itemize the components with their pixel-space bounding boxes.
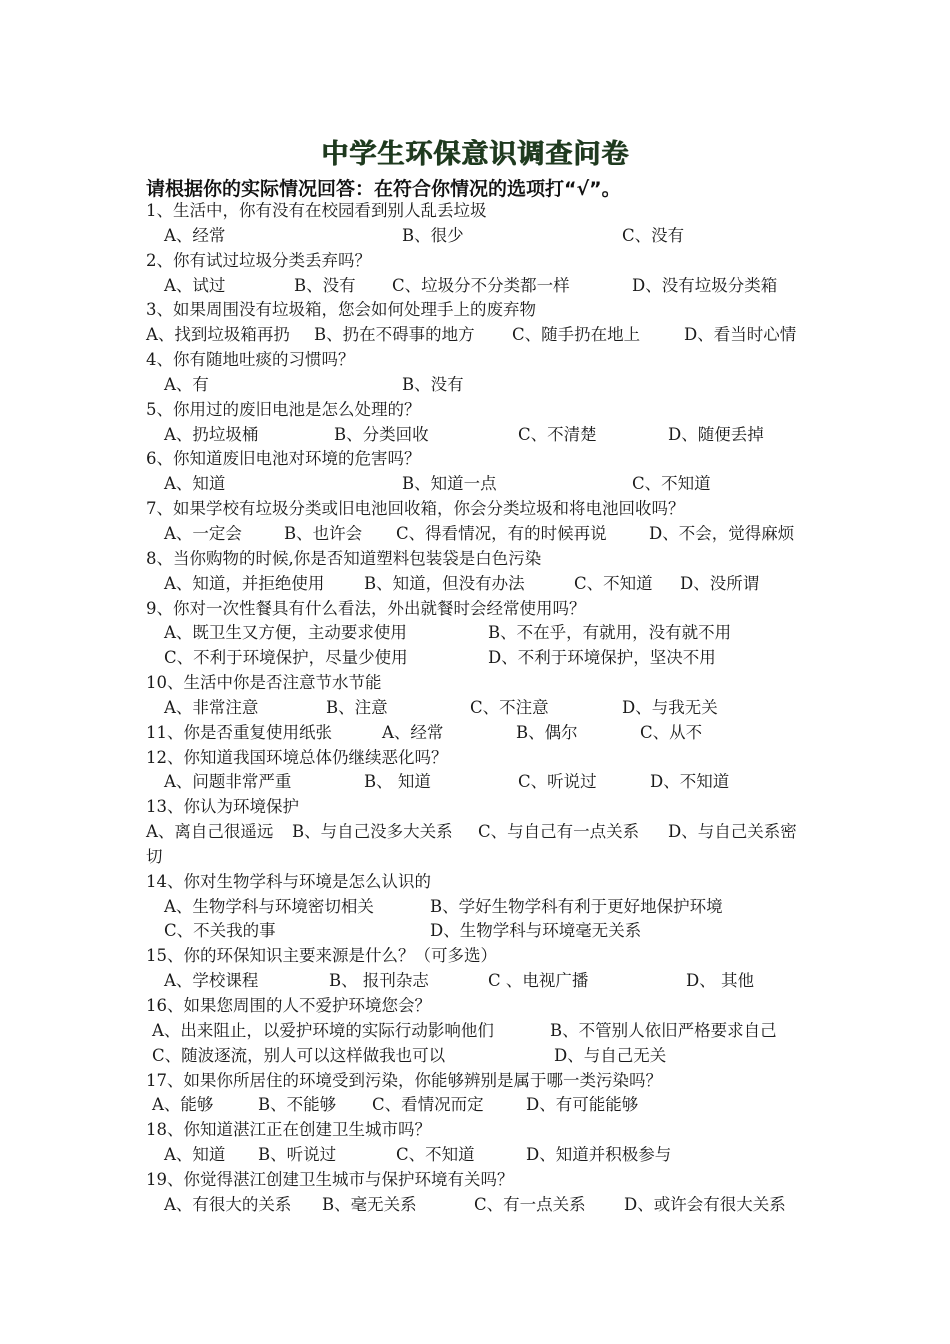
options-row [146,895,826,920]
question-line [146,199,826,224]
answer-option: B、也许会 [284,523,363,543]
answer-option: A、知道，并拒绝使用 [164,573,325,593]
wrapped-option-text: 切 [146,846,163,866]
answer-option: D、或许会有很大关系 [624,1194,786,1214]
question-line [146,870,826,895]
question-line [146,1168,826,1193]
answer-option: A、出来阻止，以爱护环境的实际行动影响他们 [152,1020,494,1040]
answer-option: D、与我无关 [622,697,718,717]
answer-option: A、试过 [164,275,226,295]
page-title: 中学生环保意识调查问卷 [321,139,629,170]
answer-option: B、不在乎，有就用，没有就不用 [488,623,732,643]
answer-option: D、不知道 [650,772,730,792]
question-text: 9、你对一次性餐具有什么看法，外出就餐时会经常使用吗？ [146,598,586,618]
answer-option: A、学校课程 [164,971,259,991]
options-row [146,646,826,671]
question-text: 12、你知道我国环境总体仍继续恶化吗？ [146,747,448,767]
answer-option: B、没有 [294,275,356,295]
options-row [146,572,826,597]
answer-option: C、不知道 [396,1145,475,1165]
options-row [146,323,826,348]
answer-option: A、经常 [164,225,226,245]
answer-option: B、学好生物学科有利于更好地保护环境 [430,896,723,916]
question-text: 17、如果你所居住的环境受到污染，你能够辨别是属于哪一类污染吗？ [146,1070,662,1090]
question-text: 8、当你购物的时候,你是否知道塑料包装袋是白色污染 [146,548,542,568]
answer-option: B、 报刊杂志 [329,971,429,991]
answer-option: A、有很大的关系 [164,1194,292,1214]
instruction-text: 请根据你的实际情况回答：在符合你情况的选项打“√”。 [146,178,621,200]
options-row [146,696,826,721]
answer-option: C、看情况而定 [372,1095,484,1115]
answer-option: A、能够 [152,1095,214,1115]
answer-option: C、与自己有一点关系 [478,822,640,842]
question-text: 11、你是否重复使用纸张 [146,722,332,742]
answer-option: C、没有 [622,225,685,245]
answer-option: C、不知道 [574,573,653,593]
question-text: 5、你用过的废旧电池是怎么处理的？ [146,399,421,419]
answer-option: B、分类回收 [334,424,429,444]
options-row [146,373,826,398]
question-line [146,497,826,522]
answer-option: B、很少 [402,225,464,245]
question-text: 15、你的环保知识主要来源是什么？（可多选） [146,946,497,966]
question-list [146,199,826,1218]
question-text: 7、如果学校有垃圾分类或旧电池回收箱，你会分类垃圾和将电池回收吗？ [146,499,685,519]
answer-option: D、 其他 [686,971,754,991]
options-row [146,1143,826,1168]
options-row [146,423,826,448]
answer-option: C、不知道 [632,474,711,494]
answer-option: A、知道 [164,474,226,494]
wrapped-text [146,845,826,870]
answer-option: C、从不 [640,722,703,742]
question-line [146,597,826,622]
answer-option: B、知道一点 [402,474,497,494]
answer-option: A、一定会 [164,523,242,543]
question-line [146,721,826,746]
options-row [146,472,826,497]
answer-option: D、与自己无关 [554,1045,667,1065]
answer-option: C、不清楚 [518,424,597,444]
answer-option: A、经常 [382,722,444,742]
answer-option: C、随手扔在地上 [512,325,641,345]
answer-option: B、毫无关系 [322,1194,417,1214]
answer-option: B、 知道 [364,772,431,792]
answer-option: C、随波逐流，别人可以这样做我也可以 [152,1045,446,1065]
answer-option: A、知道 [164,1145,226,1165]
answer-option: A、有 [164,374,209,394]
options-row [146,919,826,944]
question-text: 13、你认为环境保护 [146,797,299,817]
answer-option: D、不会，觉得麻烦 [649,523,795,543]
question-line [146,944,826,969]
answer-option: B、不能够 [258,1095,337,1115]
answer-option: D、生物学科与环境毫无关系 [430,921,642,941]
answer-option: A、问题非常严重 [164,772,292,792]
question-line [146,398,826,423]
answer-option: B、注意 [326,697,388,717]
question-text: 1、生活中，你有没有在校园看到别人乱丢垃圾 [146,201,487,220]
answer-option: C、不利于环境保护，尽量少使用 [164,648,408,668]
question-line [146,547,826,572]
question-line [146,249,826,274]
answer-option: D、知道并积极参与 [526,1145,672,1165]
answer-option: D、与自己关系密 [668,822,797,842]
options-row [146,224,826,249]
answer-option: B、偶尔 [516,722,578,742]
options-row [146,770,826,795]
answer-option: C、有一点关系 [474,1194,586,1214]
question-text: 14、你对生物学科与环境是怎么认识的 [146,871,431,891]
question-text: 4、你有随地吐痰的习惯吗？ [146,350,355,370]
answer-option: A、非常注意 [164,697,259,717]
answer-option: A、找到垃圾箱再扔 [146,325,290,345]
answer-option: B、听说过 [258,1145,337,1165]
answer-option: C 、电视广播 [488,971,589,991]
answer-option: B、知道，但没有办法 [364,573,525,593]
answer-option: A、扔垃圾桶 [164,424,259,444]
question-text: 2、你有试过垃圾分类丢弃吗？ [146,250,371,270]
question-line [146,1069,826,1094]
answer-option: B、与自己没多大关系 [292,822,453,842]
options-row [146,1019,826,1044]
answer-option: C、听说过 [518,772,597,792]
answer-option: A、既卫生又方便，主动要求使用 [164,623,407,643]
question-line [146,348,826,373]
question-text: 19、你觉得湛江创建卫生城市与保护环境有关吗？ [146,1169,514,1189]
answer-option: D、没有垃圾分类箱 [632,275,778,295]
question-line [146,994,826,1019]
answer-option: B、不管别人依旧严格要求自己 [550,1020,777,1040]
question-text: 18、你知道湛江正在创建卫生城市吗？ [146,1120,431,1140]
options-row [146,522,826,547]
options-row [146,621,826,646]
answer-option: D、有可能能够 [526,1095,639,1115]
options-row [146,820,826,845]
options-row [146,1044,826,1069]
options-row [146,1093,826,1118]
answer-option: D、不利于环境保护，坚决不用 [488,648,716,668]
question-text: 16、如果您周围的人不爱护环境您会？ [146,996,431,1015]
answer-option: D、看当时心情 [684,325,797,345]
question-line [146,795,826,820]
answer-option: A、生物学科与环境密切相关 [164,896,374,916]
options-row [146,274,826,299]
options-row [146,969,826,994]
question-line [146,671,826,696]
question-line [146,746,826,771]
question-text: 10、生活中你是否注意节水节能 [146,673,382,693]
question-line [146,298,826,323]
options-row [146,1193,826,1218]
question-line [146,447,826,472]
answer-option: B、没有 [402,374,464,394]
answer-option: B、扔在不碍事的地方 [314,325,475,345]
answer-option: C、不关我的事 [164,921,276,941]
answer-option: C、不注意 [470,697,549,717]
answer-option: C、得看情况，有的时候再说 [396,523,607,543]
question-line [146,1118,826,1143]
answer-option: D、没所谓 [680,573,760,593]
answer-option: D、随便丢掉 [668,424,764,444]
question-text: 6、你知道废旧电池对环境的危害吗？ [146,449,421,469]
question-text: 3、如果周围没有垃圾箱，您会如何处理手上的废弃物 [146,300,536,320]
answer-option: A、离自己很遥远 [146,822,274,842]
answer-option: C、垃圾分不分类都一样 [392,275,570,295]
